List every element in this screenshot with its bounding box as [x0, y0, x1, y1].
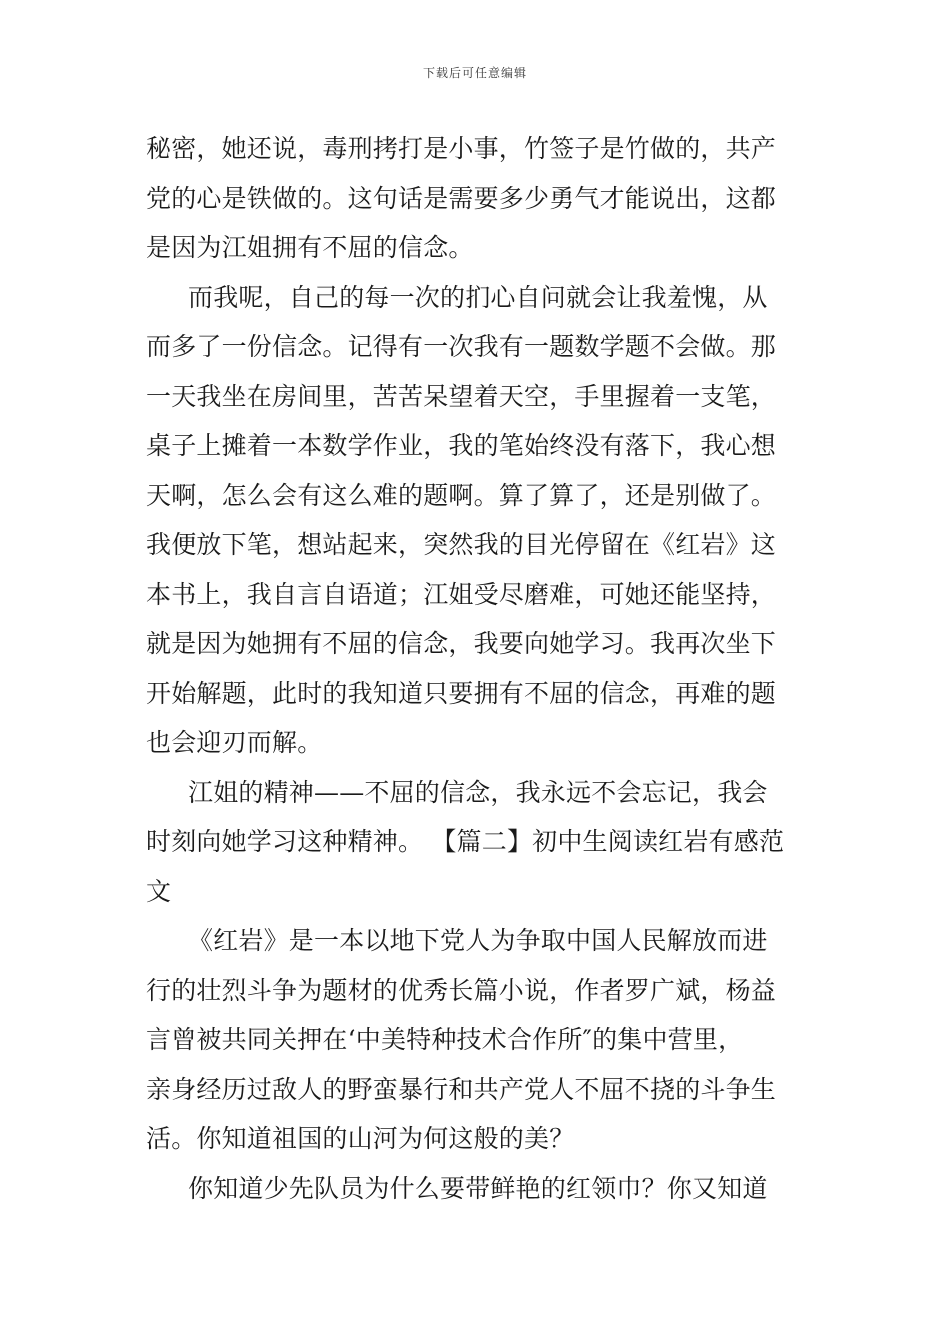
text-line: 党的心是铁做的。这句话是需要多少勇气才能说出，这都 — [146, 183, 777, 213]
text-line: 也会迎刃而解。 — [146, 728, 323, 757]
text-line: 言曾被共同关押在‘中美特种技术合作所″的集中营里， — [146, 1025, 744, 1054]
text-line: 一天我坐在房间里，苦苦呆望着天空，手里握着一支笔， — [146, 381, 777, 411]
text-line: 《红岩》是一本以地下党人为争取中国人民解放而进 — [188, 926, 768, 955]
text-line: 就是因为她拥有不屈的信念，我要向她学习。我再次坐下 — [146, 629, 777, 658]
text-line: 桌子上摊着一本数学作业，我的笔始终没有落下，我心想 — [146, 431, 777, 460]
text-line: 是因为江姐拥有不屈的信念。 — [146, 233, 474, 262]
text-line: 你知道少先队员为什么要带鲜艳的红领巾？你又知道 — [188, 1173, 768, 1203]
text-line: 秘密，她还说，毒刑拷打是小事，竹签子是竹做的，共产 — [146, 134, 777, 163]
text-line: 文 — [146, 876, 172, 906]
text-line: 天啊，怎么会有这么难的题啊。算了算了，还是别做了。 — [146, 480, 777, 510]
text-line: 而我呢，自己的每一次的扪心自问就会让我羞愧，从 — [188, 282, 768, 312]
text-line: 活。你知道祖国的山河为何这般的美？ — [146, 1124, 575, 1153]
text-line: 亲身经历过敌人的野蛮暴行和共产党人不屈不挠的斗争生 — [146, 1074, 777, 1104]
text-line: 本书上，我自言自语道；江姐受尽磨难，可她还能坚持， — [146, 579, 777, 609]
page-header: 下载后可任意编辑 — [422, 66, 527, 80]
text-line: 江姐的精神——不屈的信念，我永远不会忘记，我会 — [188, 777, 768, 807]
text-line: 我便放下笔，想站起来，突然我的目光停留在《红岩》这 — [146, 530, 777, 559]
text-line: 行的壮烈斗争为题材的优秀长篇小说，作者罗广斌，杨益 — [146, 975, 777, 1005]
text-line: 开始解题，此时的我知道只要拥有不屈的信念，再难的题 — [146, 678, 777, 708]
text-line: 而多了一份信念。记得有一次我有一题数学题不会做。那 — [146, 332, 777, 361]
body-text — [146, 124, 814, 1213]
text-line: 时刻向她学习这种精神。 【篇二】初中生阅读红岩有感范 — [146, 827, 785, 856]
